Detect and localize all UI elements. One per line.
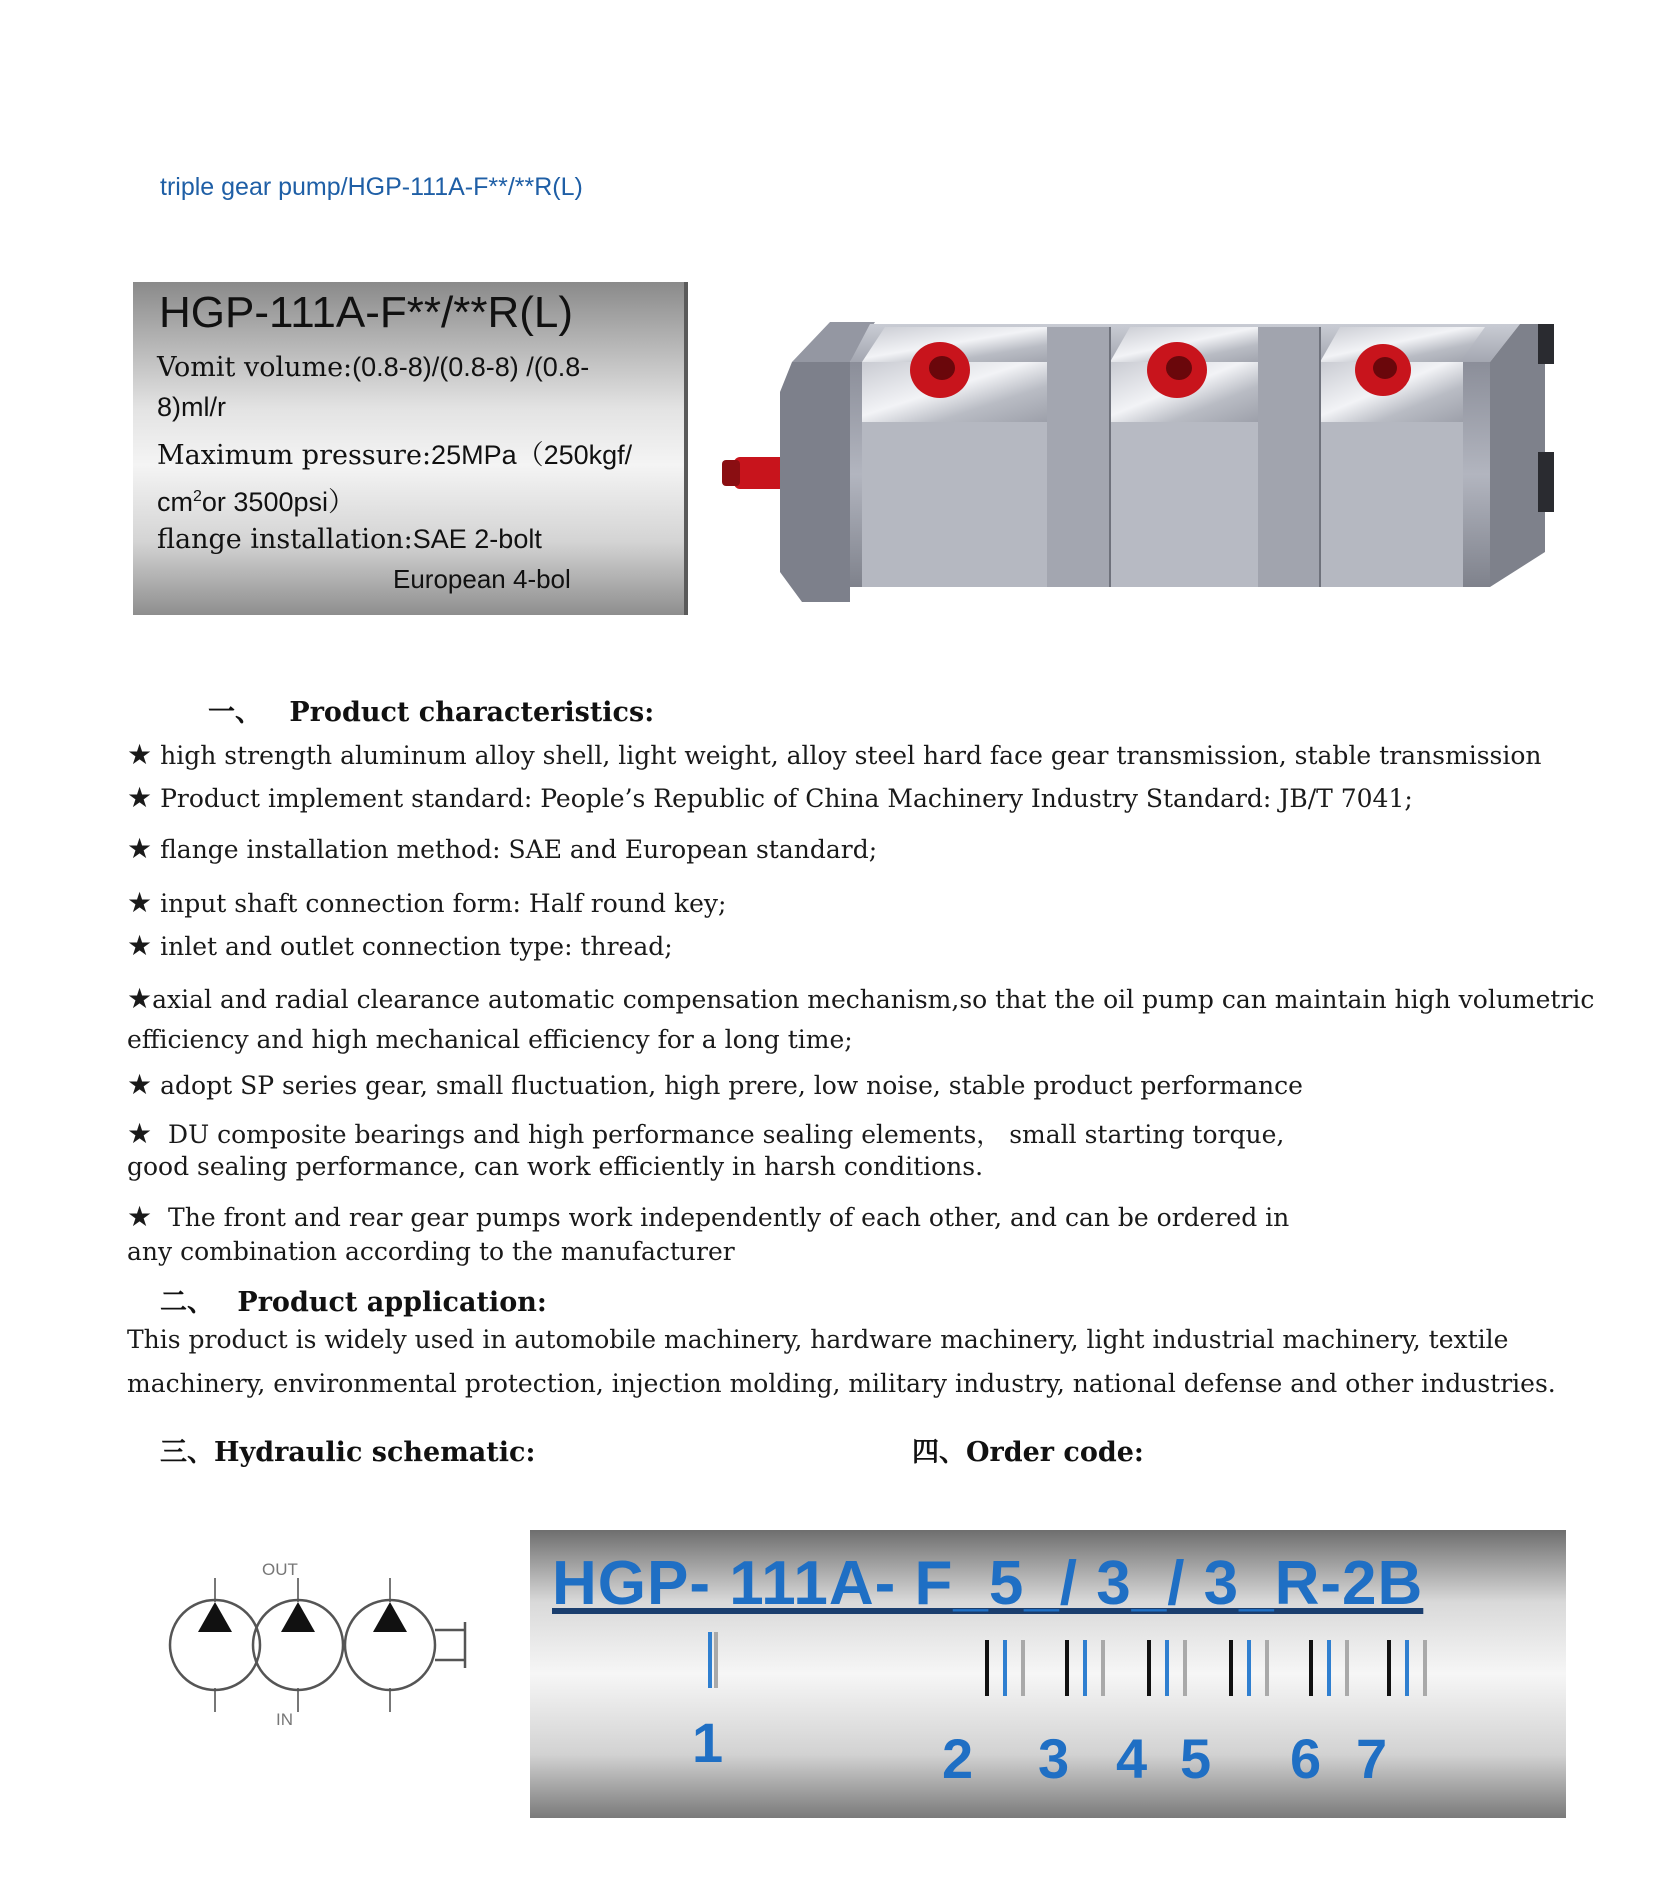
code-num-7: 7 xyxy=(1356,1727,1388,1790)
spec-flange-value: SAE 2-bolt xyxy=(412,524,542,554)
port-2 xyxy=(1147,342,1207,398)
bullet-6: ★axial and radial clearance automatic compensation mechanism,so that the oil pump can maintain high volumetric xyxy=(127,982,1595,1015)
spec-pressure-line xyxy=(157,438,632,473)
section-1-title: Product characteristics: xyxy=(289,697,655,728)
star-icon: ★ xyxy=(127,929,153,962)
application-line-1: This product is widely used in automobile machinery, hardware machinery, light industrial machinery, textile xyxy=(127,1325,1509,1354)
bullet-6-cont: efficiency and high mechanical efficiency for a long time; xyxy=(127,1025,853,1054)
bullet-4: ★ input shaft connection form: Half round key; xyxy=(127,886,727,919)
code-num-4: 4 xyxy=(1116,1727,1148,1790)
section-2-num: 二、 xyxy=(160,1287,214,1318)
spec-vomit-label: Vomit volume: xyxy=(157,352,353,383)
star-icon: ★ xyxy=(127,1117,153,1150)
flange xyxy=(780,362,850,602)
spec-pressure-value: 25MPa（250kgf/ xyxy=(431,440,633,470)
bullet-9-cont: any combination according to the manufacturer xyxy=(127,1237,735,1266)
spec-flange-label: flange installation: xyxy=(157,524,413,555)
star-icon: ★ xyxy=(127,1068,153,1101)
bullet-8-cont: good sealing performance, can work efficiently in harsh conditions. xyxy=(127,1152,984,1181)
pump-svg xyxy=(700,272,1580,644)
code-num-5: 5 xyxy=(1180,1727,1212,1790)
star-icon: ★ xyxy=(127,1200,153,1233)
section-3-num: 三、 xyxy=(160,1437,214,1468)
star-icon: ★ xyxy=(127,781,153,814)
hydraulic-schematic xyxy=(150,1560,480,1730)
star-icon: ★ xyxy=(127,982,153,1015)
section-4-heading xyxy=(912,1430,1144,1469)
section-1-heading xyxy=(208,690,654,729)
pump-illustration xyxy=(700,272,1580,644)
code-num-2: 2 xyxy=(942,1727,974,1790)
page-title: triple gear pump/HGP-111A-F**/**R(L) xyxy=(160,173,583,201)
bullet-3: ★ flange installation method: SAE and European standard; xyxy=(127,832,878,865)
code-num-1: 1 xyxy=(692,1711,724,1774)
out-label: OUT xyxy=(262,1560,298,1579)
section-4-title: Order code: xyxy=(966,1437,1144,1468)
spec-box xyxy=(133,282,688,615)
bullet-9: ★ The front and rear gear pumps work independently of each other, and can be ordered in xyxy=(127,1200,1290,1233)
section-3-title: Hydraulic schematic: xyxy=(214,1437,536,1468)
spec-model: HGP-111A-F**/**R(L) xyxy=(159,288,574,337)
spec-pressure-cm: cm xyxy=(157,487,193,517)
spec-flange-line xyxy=(157,522,542,557)
section-4-num: 四、 xyxy=(912,1437,966,1468)
bullet-7: ★ adopt SP series gear, small fluctuation, high prere, low noise, stable product performance xyxy=(127,1068,1303,1101)
section-2-heading xyxy=(160,1280,547,1319)
application-line-2: machinery, environmental protection, injection molding, military industry, national defense and other industries. xyxy=(127,1369,1556,1398)
order-code-box xyxy=(530,1530,1566,1818)
section-1-num: 一、 xyxy=(208,697,262,728)
bullet-5: ★ inlet and outlet connection type: thread; xyxy=(127,929,673,962)
spec-vomit-line xyxy=(157,350,589,385)
section-2-title: Product application: xyxy=(237,1287,547,1318)
section-3-heading xyxy=(160,1430,535,1469)
star-icon: ★ xyxy=(127,832,153,865)
spec-pressure-sup: 2 xyxy=(193,488,202,505)
spec-vomit-value: (0.8-8)/(0.8-8) /(0.8- xyxy=(352,352,590,382)
star-icon: ★ xyxy=(127,886,153,919)
order-code-text: HGP- 111A- F_5_/ 3_/ 3_R-2B xyxy=(552,1549,1424,1618)
bullet-8: ★ DU composite bearings and high performance sealing elements， small starting torque, xyxy=(127,1117,1285,1150)
spec-pressure-label: Maximum pressure: xyxy=(157,440,432,471)
spec-vomit-value-2: 8)ml/r xyxy=(157,392,226,422)
spec-vomit-line-2 xyxy=(157,390,226,425)
star-icon: ★ xyxy=(127,738,153,771)
port-1 xyxy=(910,342,970,398)
bullet-2: ★ Product implement standard: People’s Republic of China Machinery Industry Standard: JB/T 7041; xyxy=(127,781,1413,814)
bullet-1: ★ high strength aluminum alloy shell, light weight, alloy steel hard face gear transmission, stable transmission xyxy=(127,738,1542,771)
code-num-3: 3 xyxy=(1038,1727,1070,1790)
spec-pressure-psi: or 3500psi） xyxy=(201,487,355,517)
in-label: IN xyxy=(276,1710,293,1729)
spec-pressure-line-2 xyxy=(157,480,355,520)
code-num-6: 6 xyxy=(1290,1727,1322,1790)
spec-flange-value-2: European 4-bol xyxy=(393,564,571,594)
schematic-svg xyxy=(150,1560,480,1730)
port-3 xyxy=(1355,344,1411,396)
